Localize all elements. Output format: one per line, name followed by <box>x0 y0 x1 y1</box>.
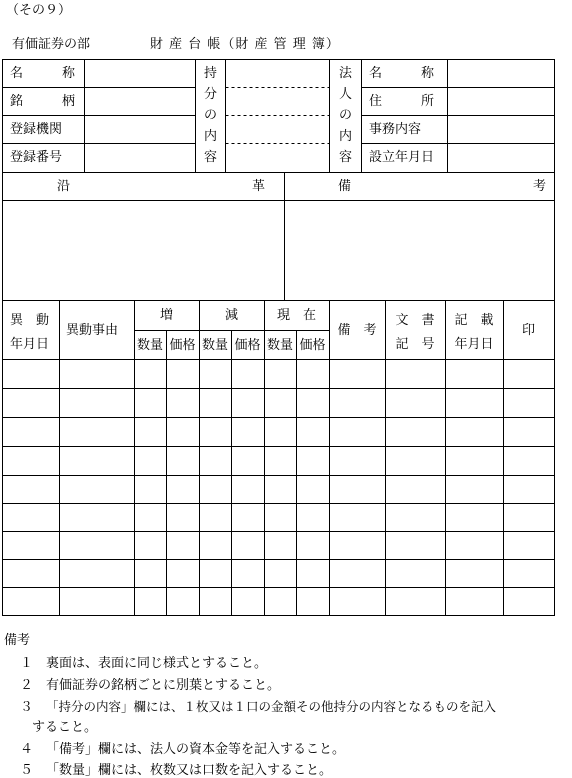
label-price: 価格 <box>234 338 261 353</box>
notes-heading: 備考 <box>4 633 31 648</box>
mochibun-char: の <box>204 108 218 123</box>
note-number: ５ <box>20 763 34 778</box>
label-change-reason: 異動事由 <box>66 323 119 338</box>
document-title: 財 産 台 帳（財 産 管 理 簿） <box>150 37 340 52</box>
label-corp-name: 名 称 <box>369 66 435 81</box>
mochibun-char: 分 <box>204 87 218 102</box>
note-text: 「持分の内容」欄には、１枚又は１口の金額その他持分の内容となるものを記入 <box>46 699 497 714</box>
label-established-date: 設立年月日 <box>369 150 435 165</box>
label-change-date-bottom: 年月日 <box>10 337 50 352</box>
label-change-date-top: 異 動 <box>10 313 50 328</box>
label-history: 沿 革 <box>57 179 266 194</box>
label-remarks: 備 考 <box>338 179 547 194</box>
label-brand: 銘 柄 <box>10 94 76 109</box>
section-number: （その９） <box>6 3 72 18</box>
label-quantity: 数量 <box>201 338 228 353</box>
label-price: 価格 <box>299 338 326 353</box>
note-number: ２ <box>20 678 34 693</box>
label-document-top: 文 書 <box>395 313 435 328</box>
label-entry-date-bottom: 年月日 <box>454 337 494 352</box>
hojin-char: 容 <box>339 150 353 165</box>
hojin-char: の <box>339 108 353 123</box>
hojin-char: 法 <box>339 66 353 81</box>
label-registry-number: 登録番号 <box>10 150 63 165</box>
label-decrease: 減 <box>224 308 238 323</box>
hojin-char: 内 <box>339 129 353 144</box>
label-quantity: 数量 <box>266 338 293 353</box>
category-label: 有価証券の部 <box>12 37 91 52</box>
label-document-bottom: 記 号 <box>395 337 435 352</box>
label-seal: 印 <box>521 323 535 338</box>
label-current: 現 在 <box>276 308 316 323</box>
note-text: 有価証券の銘柄ごとに別葉とすること。 <box>46 678 281 693</box>
label-price: 価格 <box>169 338 196 353</box>
note-text: 「数量」欄には、枚数又は口数を記入すること。 <box>46 763 333 778</box>
note-text: 「備考」欄には、法人の資本金等を記入すること。 <box>46 742 346 757</box>
label-ledger-remarks: 備 考 <box>337 323 377 338</box>
note-text: 裏面は、表面に同じ様式とすること。 <box>46 656 268 671</box>
label-quantity: 数量 <box>136 338 163 353</box>
label-registry: 登録機関 <box>10 122 63 137</box>
note-number: １ <box>20 656 34 671</box>
label-increase: 増 <box>159 308 173 323</box>
label-name: 名 称 <box>10 66 76 81</box>
mochibun-char: 内 <box>204 129 218 144</box>
label-business: 事務内容 <box>369 122 422 137</box>
note-number: ４ <box>20 742 34 757</box>
note-number: ３ <box>20 700 34 715</box>
label-address: 住 所 <box>369 94 435 109</box>
mochibun-char: 持 <box>204 66 218 81</box>
mochibun-char: 容 <box>204 150 218 165</box>
label-entry-date-top: 記 載 <box>454 313 494 328</box>
hojin-char: 人 <box>339 87 353 102</box>
note-text-continued: すること。 <box>32 720 98 735</box>
